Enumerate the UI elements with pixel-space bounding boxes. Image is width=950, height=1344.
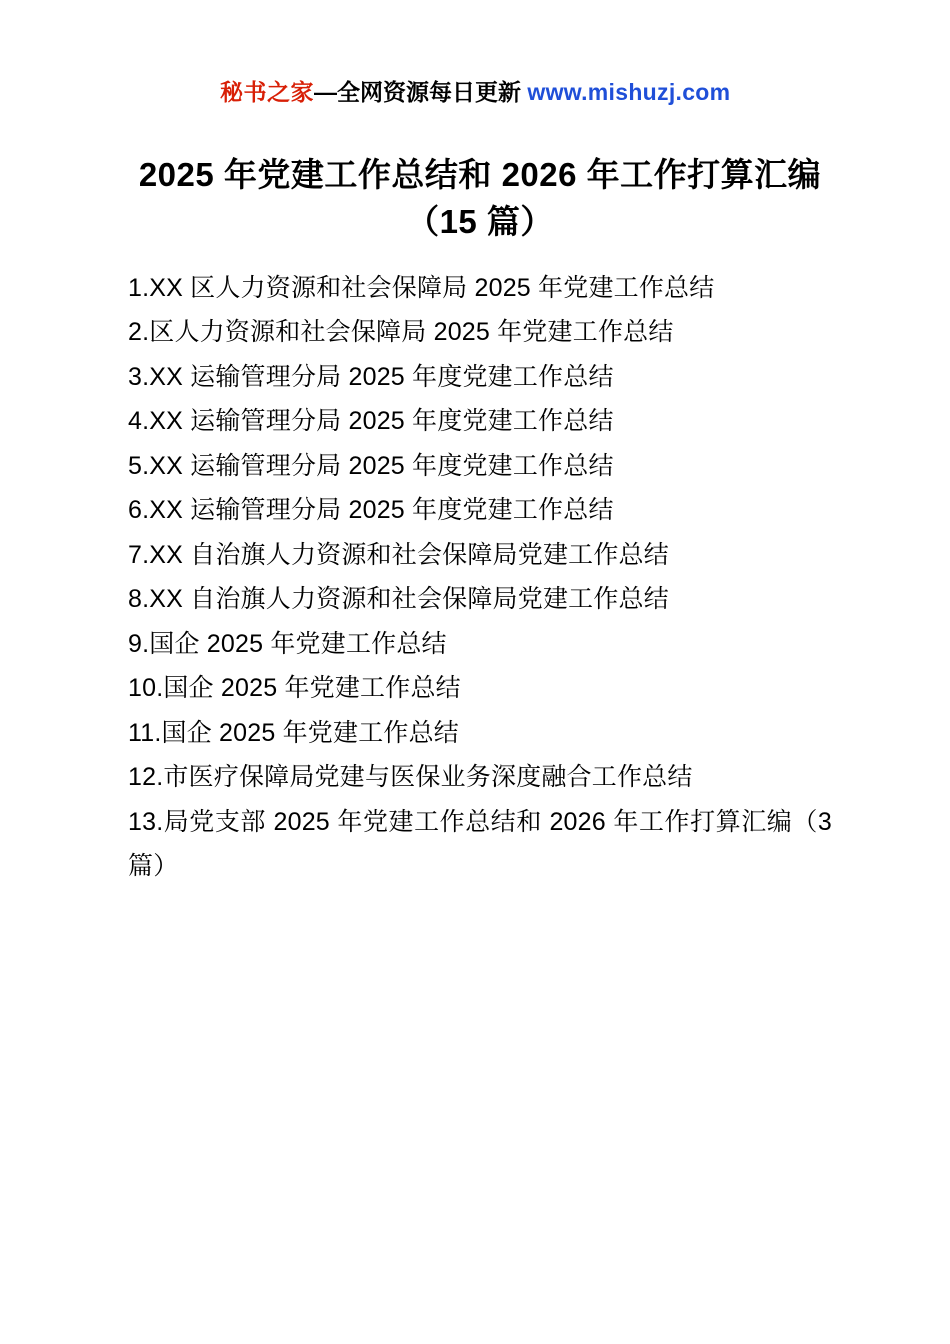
watermark-separator: —	[314, 79, 337, 105]
list-item: 13.局党支部 2025 年党建工作总结和 2026 年工作打算汇编（3 篇）	[128, 807, 832, 881]
site-watermark	[128, 78, 832, 108]
list-item: 2.区人力资源和社会保障局 2025 年党建工作总结	[128, 318, 674, 347]
list-item: 12.市医疗保障局党建与医保业务深度融合工作总结	[128, 763, 693, 792]
list-item: 4.XX 运输管理分局 2025 年度党建工作总结	[128, 407, 614, 436]
watermark-url[interactable]: www.mishuzj.com	[527, 79, 731, 105]
list-item: 9.国企 2025 年党建工作总结	[128, 629, 447, 658]
list-item: 5.XX 运输管理分局 2025 年度党建工作总结	[128, 451, 614, 480]
list-item: 1.XX 区人力资源和社会保障局 2025 年党建工作总结	[128, 273, 715, 302]
list-item: 11.国企 2025 年党建工作总结	[128, 718, 460, 747]
list-item: 6.XX 运输管理分局 2025 年度党建工作总结	[128, 496, 614, 525]
list-item: 3.XX 运输管理分局 2025 年度党建工作总结	[128, 362, 614, 391]
watermark-brand: 秘书之家	[220, 79, 314, 105]
watermark-tagline: 全网资源每日更新	[337, 79, 521, 105]
list-item: 8.XX 自治旗人力资源和社会保障局党建工作总结	[128, 585, 669, 614]
list-item: 7.XX 自治旗人力资源和社会保障局党建工作总结	[128, 540, 669, 569]
list-item: 10.国企 2025 年党建工作总结	[128, 674, 461, 703]
table-of-contents	[128, 266, 832, 889]
page-title: 2025 年党建工作总结和 2026 年工作打算汇编（15 篇）	[138, 155, 822, 240]
